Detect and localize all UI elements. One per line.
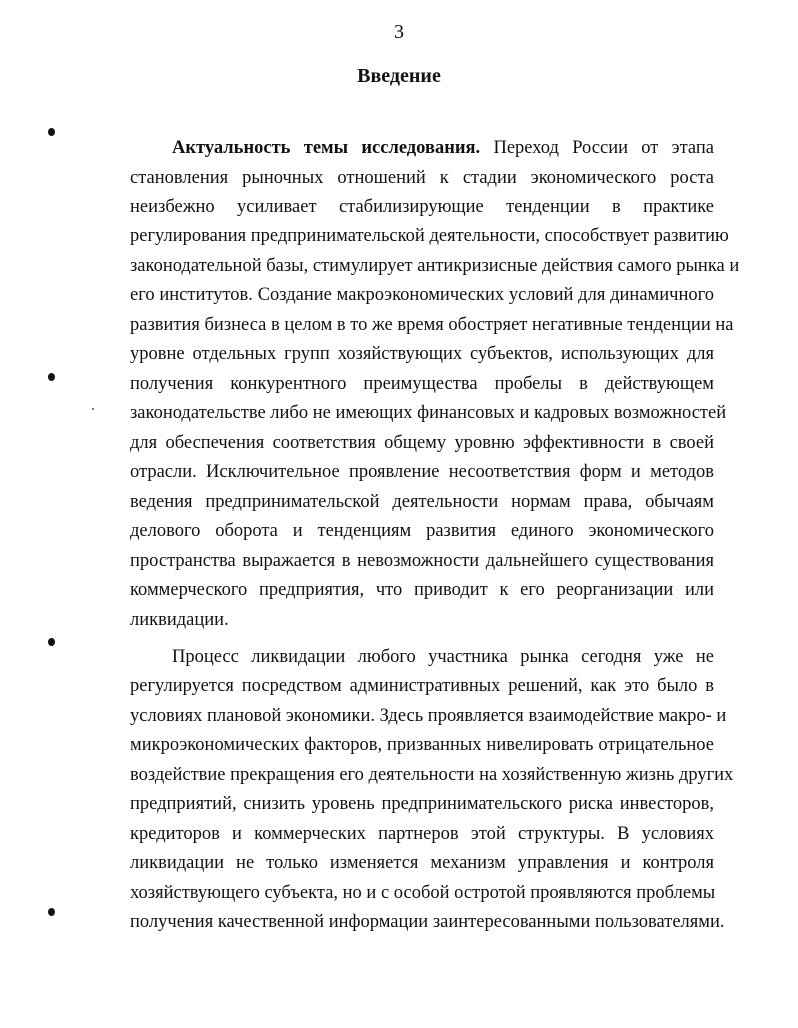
paragraph-line: законодательстве либо не имеющих финансовых и кадровых возможностей — [130, 403, 727, 423]
scan-speck — [92, 408, 94, 410]
paragraph-line: становления рыночных отношений к стадии экономического роста — [130, 168, 714, 188]
paragraph-line: Актуальность темы исследования. Переход России от этапа — [172, 138, 715, 158]
paragraph-line: кредиторов и коммерческих партнеров этой структуры. В условиях — [130, 824, 714, 844]
paragraph-line: Процесс ликвидации любого участника рынка сегодня уже не — [172, 647, 714, 667]
paragraph-line: делового оборота и тенденциям развития единого экономического — [130, 521, 714, 541]
paragraph-line: для обеспечения соответствия общему уровню эффективности в своей — [130, 433, 714, 453]
paragraph-line: регулирования предпринимательской деятельности, способствует развитию — [130, 226, 729, 246]
paragraph-line: законодательной базы, стимулирует антикризисные действия самого рынка и — [130, 256, 740, 276]
paragraph-line: воздействие прекращения его деятельности на хозяйственную жизнь других — [130, 765, 734, 785]
paragraph-line: отрасли. Исключительное проявление несоответствия форм и методов — [130, 462, 714, 482]
binder-hole-mark — [48, 128, 55, 136]
paragraph-line: предприятий, снизить уровень предпринимательского риска инвесторов, — [130, 794, 714, 814]
paragraph-line: регулируется посредством административных решений, как это было в — [130, 676, 714, 696]
paragraph-line: ведения предпринимательской деятельности нормам права, обычаям — [130, 492, 714, 512]
binder-hole-mark — [48, 638, 55, 646]
paragraph-line: ликвидации. — [130, 610, 229, 630]
paragraph-line: уровне отдельных групп хозяйствующих субъектов, использующих для — [130, 344, 714, 364]
paragraph-line: хозяйствующего субъекта, но и с особой остротой проявляются проблемы — [130, 883, 716, 903]
paragraph-line: коммерческого предприятия, что приводит к его реорганизации или — [130, 580, 714, 600]
paragraph-line: неизбежно усиливает стабилизирующие тенденции в практике — [130, 197, 714, 217]
paragraph-line: развития бизнеса в целом в то же время обостряет негативные тенденции на — [130, 315, 734, 335]
binder-hole-mark — [48, 908, 55, 916]
paragraph-line: его институтов. Создание макроэкономических условий для динамичного — [130, 285, 714, 305]
paragraph-line: получения качественной информации заинтересованными пользователями. — [130, 912, 725, 932]
paragraph-line: получения конкурентного преимущества пробелы в действующем — [130, 374, 714, 394]
paragraph-line: пространства выражается в невозможности дальнейшего существования — [130, 551, 714, 571]
lead-phrase: Актуальность темы исследования. — [172, 138, 481, 158]
paragraph-line: микроэкономических факторов, призванных нивелировать отрицательное — [130, 735, 714, 755]
paragraph-line: ликвидации не только изменяется механизм управления и контроля — [130, 853, 714, 873]
paragraph-line: условиях плановой экономики. Здесь проявляется взаимодействие макро- и — [130, 706, 727, 726]
binder-hole-mark — [48, 373, 55, 381]
page-number: 3 — [394, 21, 404, 43]
section-heading: Введение — [357, 65, 441, 87]
